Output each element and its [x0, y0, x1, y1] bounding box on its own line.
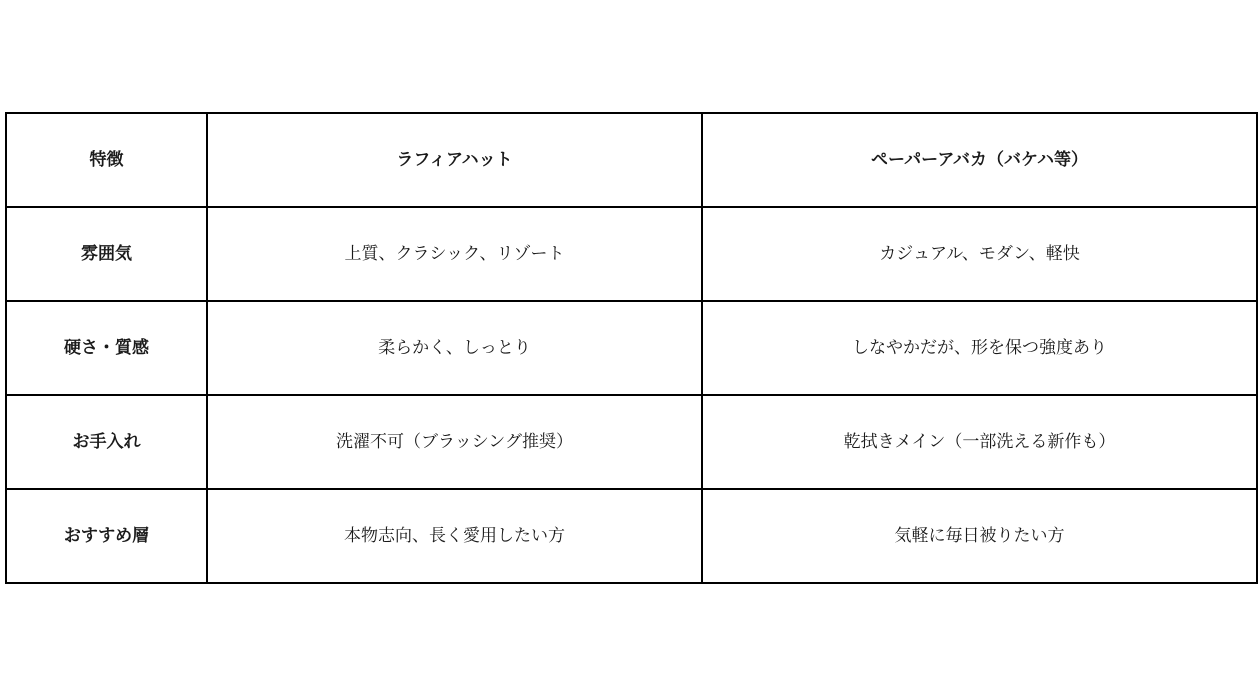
- row-label-texture: 硬さ・質感: [6, 301, 207, 395]
- comparison-table: [5, 112, 1258, 584]
- cell-recommended-raffia: 本物志向、長く愛用したい方: [207, 489, 702, 583]
- cell-atmosphere-raffia: 上質、クラシック、リゾート: [207, 207, 702, 301]
- header-cell-feature: 特徴: [6, 113, 207, 207]
- cell-texture-raffia: 柔らかく、しっとり: [207, 301, 702, 395]
- table-row-texture: [6, 301, 1257, 395]
- cell-recommended-abaca: 気軽に毎日被りたい方: [702, 489, 1257, 583]
- table-row-care: [6, 395, 1257, 489]
- header-cell-raffia: ラフィアハット: [207, 113, 702, 207]
- header-cell-abaca: ペーパーアバカ（バケハ等）: [702, 113, 1257, 207]
- cell-care-raffia: 洗濯不可（ブラッシング推奨）: [207, 395, 702, 489]
- row-label-atmosphere: 雰囲気: [6, 207, 207, 301]
- table-row-atmosphere: [6, 207, 1257, 301]
- cell-care-abaca: 乾拭きメイン（一部洗える新作も）: [702, 395, 1257, 489]
- table-row-recommended: [6, 489, 1257, 583]
- cell-texture-abaca: しなやかだが、形を保つ強度あり: [702, 301, 1257, 395]
- row-label-care: お手入れ: [6, 395, 207, 489]
- cell-atmosphere-abaca: カジュアル、モダン、軽快: [702, 207, 1257, 301]
- comparison-table-container: [5, 112, 1258, 584]
- header-row: [6, 113, 1257, 207]
- row-label-recommended: おすすめ層: [6, 489, 207, 583]
